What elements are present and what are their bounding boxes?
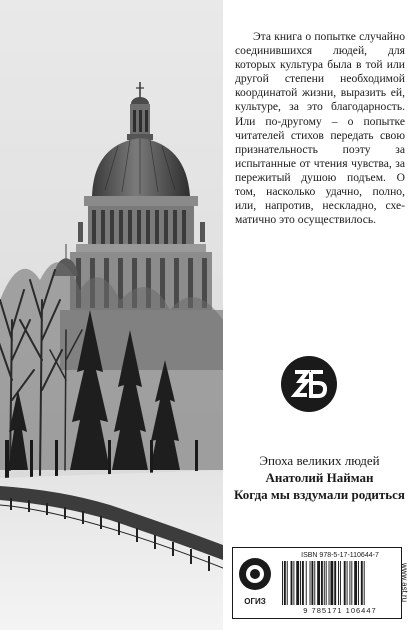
barcode-bar <box>361 561 363 605</box>
barcode-bar <box>300 561 301 605</box>
barcode-bar <box>358 561 359 605</box>
barcode-bar <box>354 561 357 605</box>
annotation-text: Эта книга о попытке случайно соединившихся людей, для которых культура была в той или другой степени необходимой координатой жизни, выразить ей, культуре, за это благодарность. Или по-другому – о попытке читателей стихов передать свою признательность поэту за испытанные от чтения чувства, за пережитый душою подъем. О том, насколько удачно, полно, или, напротив, нескладно, схематично это осуществилось. <box>235 30 405 227</box>
barcode-bar <box>351 561 352 605</box>
barcode-bar <box>296 561 299 605</box>
barcode-bar <box>287 561 288 605</box>
barcode-bars <box>280 561 400 605</box>
barcode-bar <box>330 561 333 605</box>
back-cover-text-panel <box>223 0 416 630</box>
barcode-bar <box>291 561 293 605</box>
barcode-bar <box>344 561 346 605</box>
ean-digits: 9 785171 106447 <box>303 606 377 615</box>
barcode-bar <box>310 561 311 605</box>
publisher-emblem-icon <box>280 355 338 413</box>
barcode-bar <box>321 561 323 605</box>
barcode-bar <box>338 561 339 605</box>
barcode-bar <box>364 561 365 605</box>
barcode-bar <box>324 561 325 605</box>
barcode-bar <box>293 561 294 605</box>
barcode-bar <box>317 561 320 605</box>
barcode-bar <box>334 561 336 605</box>
barcode-bar <box>284 561 286 605</box>
book-credits <box>223 452 416 503</box>
barcode-bar <box>326 561 327 605</box>
ogiz-icon <box>237 554 273 614</box>
barcode-bar <box>311 561 313 605</box>
barcode-bar <box>329 561 330 605</box>
publisher-label: ОГИЗ <box>244 597 266 606</box>
barcode-bar <box>282 561 283 605</box>
barcode-bar <box>349 561 350 605</box>
author-name: Анатолий Найман <box>265 470 374 485</box>
barcode-bar <box>302 561 304 605</box>
series-name: Эпоха великих людей <box>259 453 380 468</box>
book-title: Когда мы вздумали родиться <box>234 487 405 502</box>
barcode-block <box>232 547 402 619</box>
barcode-bar <box>306 561 307 605</box>
website-url: www.ast.ru <box>400 563 409 603</box>
barcode-bar <box>314 561 315 605</box>
isbn-text: ISBN 978-5-17-110644-7 <box>301 552 379 559</box>
barcode-bar <box>340 561 341 605</box>
barcode-bar <box>347 561 348 605</box>
